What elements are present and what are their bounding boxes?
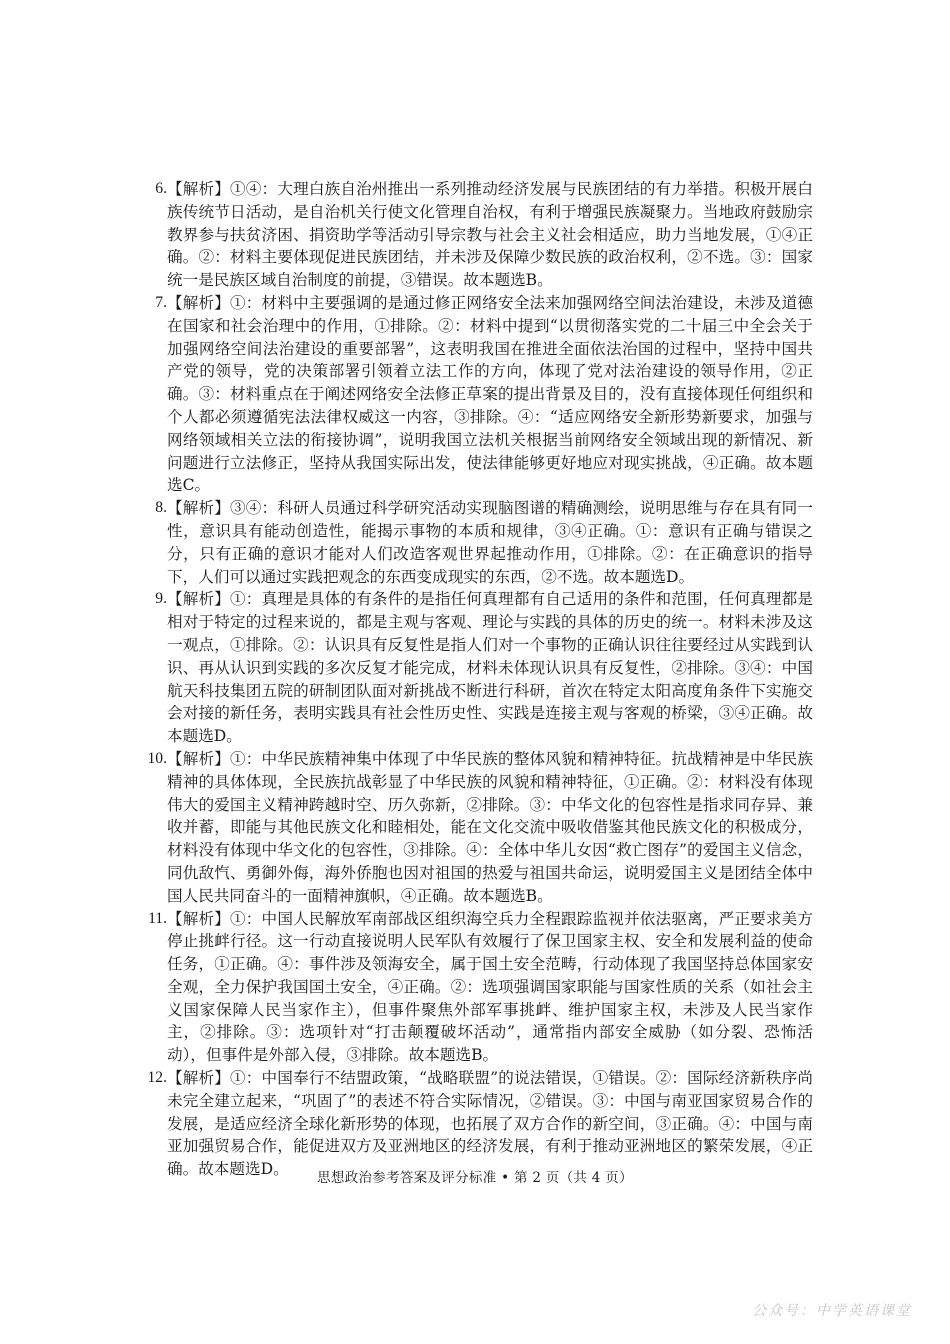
watermark: 公众号：中学英语课堂 bbox=[752, 1303, 912, 1319]
item-explanation: 【解析】①：中华民族精神集中体现了中华民族的整体风貌和精神特征。抗战精神是中华民族精神的具体体现，全民族抗战彰显了中华民族的风貌和精神特征，①正确。②：材料没有体现伟大的爱国主义精神跨越时空、历久弥新，②排除。③：中华文化的包容性是指求同存异、兼收并蓄，即能与其他民族文化和睦相处，能在文化交流中吸收借鉴其他民族文化的积极成分，材料没有体现中华文化的包容性，③排除。④：全体中华儿女因“救亡图存”的爱国主义信念，同仇敌忾、勇御外侮，海外侨胞也因对祖国的热爱与祖国共命运，说明爱国主义是团结全体中国人民共同奋斗的一面精神旗帜，④正确。故本题选B。 bbox=[167, 749, 813, 905]
item-explanation: 【解析】①：中国人民解放军南部战区组织海空兵力全程跟踪监视并依法驱离，严正要求美方停止挑衅行径。这一行动直接说明人民军队有效履行了保卫国家主权、安全和发展利益的使命任务，①正确。④：事件涉及领海安全，属于国土安全范畴，行动体现了我国坚持总体国家安全观，全力保护我国国土安全，④正确。②：选项强调国家职能与国家性质的关系（如社会主义国家保障人民当家作主），但事件聚焦外部军事挑衅、维护国家主权，未涉及人民当家作主，②排除。③：选项针对“打击颠覆破坏活动”，通常指内部安全威胁（如分裂、恐怖活动），但事件是外部入侵，③排除。故本题选B。 bbox=[167, 909, 813, 1065]
answer-list bbox=[137, 178, 813, 1181]
answer-item-7 bbox=[137, 292, 813, 497]
item-explanation: 【解析】①：中国奉行不结盟政策，“战略联盟”的说法错误，①错误。②：国际经济新秩序尚未完全建立起来，“巩固了”的表述不符合实际情况，②错误。③：中国与南亚国家贸易合作的发展，是适应经济全球化新形势的体现，也拓展了双方合作的新空间，③正确。④：中国与南亚加强贸易合作，能促进双方及亚洲地区的经济发展，有利于推动亚洲地区的繁荣发展，④正确。故本题选D。 bbox=[167, 1069, 813, 1179]
answer-item-8 bbox=[137, 497, 813, 588]
item-explanation: 【解析】①④：大理白族自治州推出一系列推动经济发展与民族团结的有力举措。积极开展白族传统节日活动，是自治机关行使文化管理自治权，有利于增强民族凝聚力。当地政府鼓励宗教界参与扶贫济困、捐资助学等活动引导宗教与社会主义社会相适应，助力当地发展，①④正确。②：材料主要体现促进民族团结，并未涉及保障少数民族的政治权利，②不选。③：国家统一是民族区域自治制度的前提，③错误。故本题选B。 bbox=[167, 180, 813, 290]
item-number: 12. bbox=[147, 1069, 167, 1087]
answer-item-9 bbox=[137, 588, 813, 748]
item-explanation: 【解析】①：真理是具体的有条件的是指任何真理都有自己适用的条件和范围，任何真理都是相对于特定的过程来说的，都是主观与客观、理论与实践的具体的历史的统一。材料未涉及这一观点，①排除。②：认识具有反复性是指人们对一个事物的正确认识往往要经过从实践到认识、再从认识到实践的多次反复才能完成，材料未体现认识具有反复性，②排除。③④：中国航天科技集团五院的研制团队面对新挑战不断进行科研，首次在特定太阳高度角条件下实施交会对接的新任务，表明实践具有社会性历史性、实践是连接主观与客观的桥梁，③④正确。故本题选D。 bbox=[167, 590, 813, 746]
page-footer: 思想政治参考答案及评分标准 • 第 2 页（共 4 页） bbox=[317, 1170, 633, 1186]
item-explanation: 【解析】③④：科研人员通过科学研究活动实现脑图谱的精确测绘，说明思维与存在具有同一性，意识具有能动创造性，能揭示事物的本质和规律，③④正确。①：意识有正确与错误之分，只有正确的意识才能对人们改造客观世界起推动作用，①排除。②：在正确意识的指导下，人们可以通过实践把观念的东西变成现实的东西，②不选。故本题选D。 bbox=[167, 499, 813, 586]
answer-item-12 bbox=[137, 1067, 813, 1181]
item-number: 9. bbox=[155, 590, 167, 608]
item-number: 6. bbox=[155, 180, 167, 197]
item-number: 11. bbox=[148, 909, 167, 927]
answer-item-11 bbox=[137, 908, 813, 1068]
item-number: 7. bbox=[155, 293, 167, 311]
answer-item-10 bbox=[137, 748, 813, 908]
answer-item-6 bbox=[137, 178, 813, 292]
item-number: 10. bbox=[147, 749, 167, 767]
item-number: 8. bbox=[155, 499, 167, 517]
item-explanation: 【解析】①：材料中主要强调的是通过修正网络安全法来加强网络空间法治建设，未涉及道德在国家和社会治理中的作用，①排除。②：材料中提到“以贯彻落实党的二十届三中全会关于加强网络空间法治建设的重要部署”，这表明我国在推进全面依法治国的过程中，坚持中国共产党的领导，党的决策部署引领着立法工作的方向，体现了党对法治建设的领导作用，②正确。③：材料重点在于阐述网络安全法修正草案的提出背景及目的，没有直接体现任何组织和个人都必须遵循宪法法律权威这一内容，③排除。④：“适应网络安全新形势新要求，加强与网络领域相关立法的衔接协调”，说明我国立法机关根据当前网络安全领域出现的新情况、新问题进行立法修正，坚持从我国实际出发，使法律能够更好地应对现实挑战，④正确。故本题选C。 bbox=[167, 293, 813, 495]
